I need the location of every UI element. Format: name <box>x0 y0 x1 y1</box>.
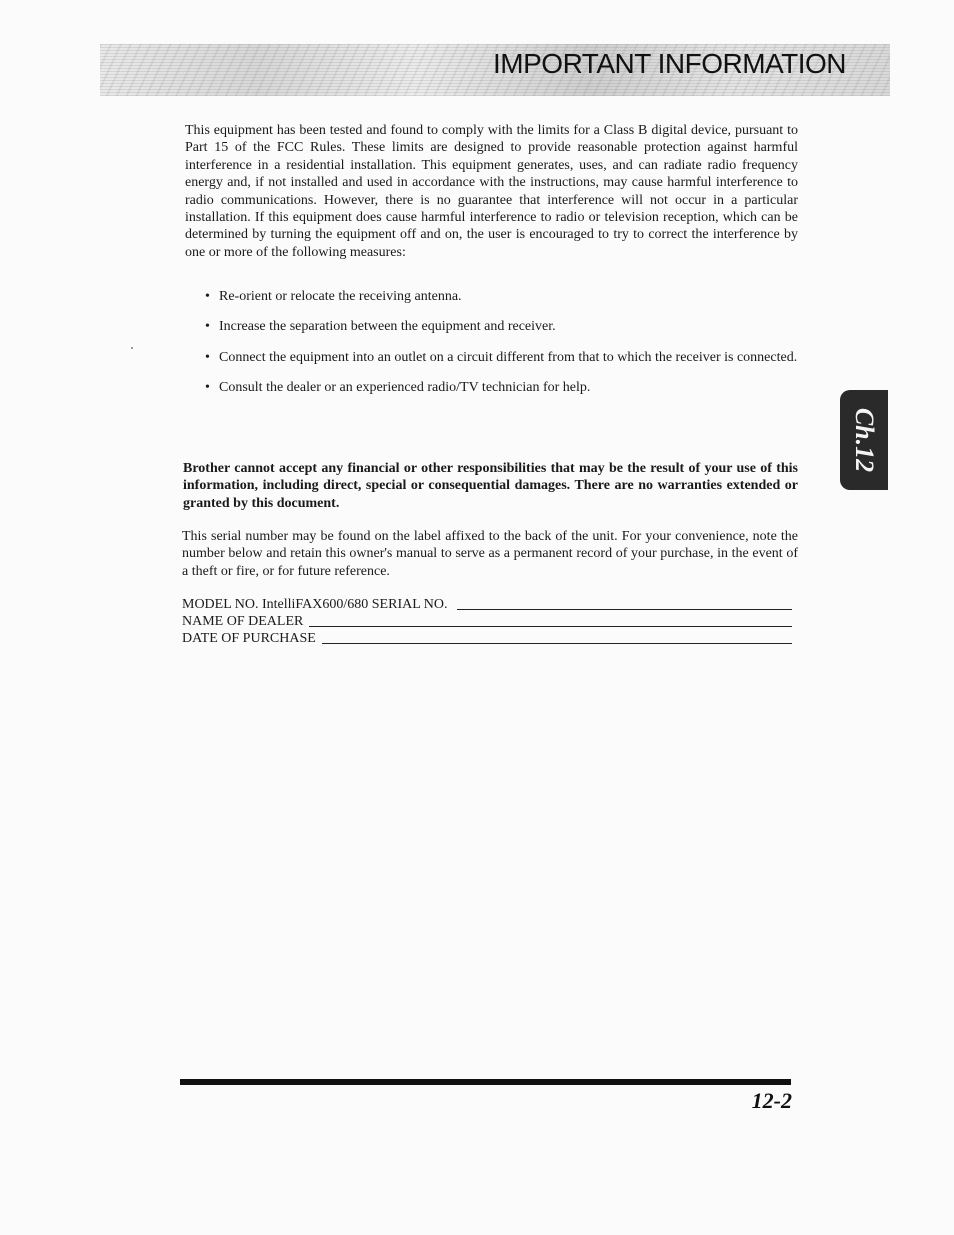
list-item <box>205 288 800 305</box>
page-number: 12-2 <box>751 1088 792 1113</box>
model-serial-label: MODEL NO. IntelliFAX600/680 SERIAL NO. <box>182 597 448 612</box>
list-item <box>205 379 800 396</box>
footer-rule <box>180 1079 791 1085</box>
bullet-icon: • <box>205 349 210 365</box>
dealer-blank <box>309 626 792 627</box>
list-item-text: Connect the equipment into an outlet on a circuit different from that to which the receiver is connected. <box>219 349 798 365</box>
purchase-date-row <box>182 630 792 647</box>
dealer-label: NAME OF DEALER <box>182 614 304 629</box>
page-title: IMPORTANT INFORMATION <box>493 48 846 79</box>
chapter-tab <box>840 390 888 490</box>
purchase-date-blank <box>322 643 792 644</box>
fcc-compliance-paragraph: This equipment has been tested and found to comply with the limits for a Class B digital device, pursuant to Part 15 of the FCC Rules. These limits are designed to provide reasonable protection against harmful interference in a residential installation. This equipment generates, uses, and can radiate radio frequency energy and, if not installed and used in accordance with the instructions, may cause harmful interference to radio communications. However, there is no guarantee that interference will not occur in a particular installation. If this equipment does cause harmful interference to radio or television reception, which can be determined by turning the equipment off and on, the user is encouraged to try to correct the interference by one or more of the following measures: <box>185 123 798 260</box>
list-item <box>205 349 800 366</box>
scan-speck <box>131 347 133 349</box>
interference-measures-list <box>205 288 800 410</box>
bullet-icon: • <box>205 380 210 396</box>
serial-number-note: This serial number may be found on the label affixed to the back of the unit. For your convenience, note the number below and retain this owner's manual to serve as a permanent record of your purchase, in the event of a theft or fire, or for future reference. <box>182 529 798 579</box>
purchase-date-label: DATE OF PURCHASE <box>182 631 316 646</box>
serial-number-blank <box>457 609 792 610</box>
list-item <box>205 318 800 335</box>
chapter-tab-label: Ch.12 <box>850 407 879 473</box>
ownership-record-form <box>182 596 792 647</box>
bullet-icon: • <box>205 319 210 335</box>
model-serial-row <box>182 596 792 613</box>
header-banner <box>100 44 890 96</box>
dealer-row <box>182 613 792 630</box>
list-item-text: Consult the dealer or an experienced radio/TV technician for help. <box>219 380 591 396</box>
bullet-icon: • <box>205 289 210 304</box>
liability-disclaimer: Brother cannot accept any financial or other responsibilities that may be the result of your use of this information, including direct, special or consequential damages. There are no warranties extended or granted by this document. <box>183 461 798 511</box>
list-item-text: Re-orient or relocate the receiving antenna. <box>219 289 462 304</box>
list-item-text: Increase the separation between the equipment and receiver. <box>219 319 556 335</box>
